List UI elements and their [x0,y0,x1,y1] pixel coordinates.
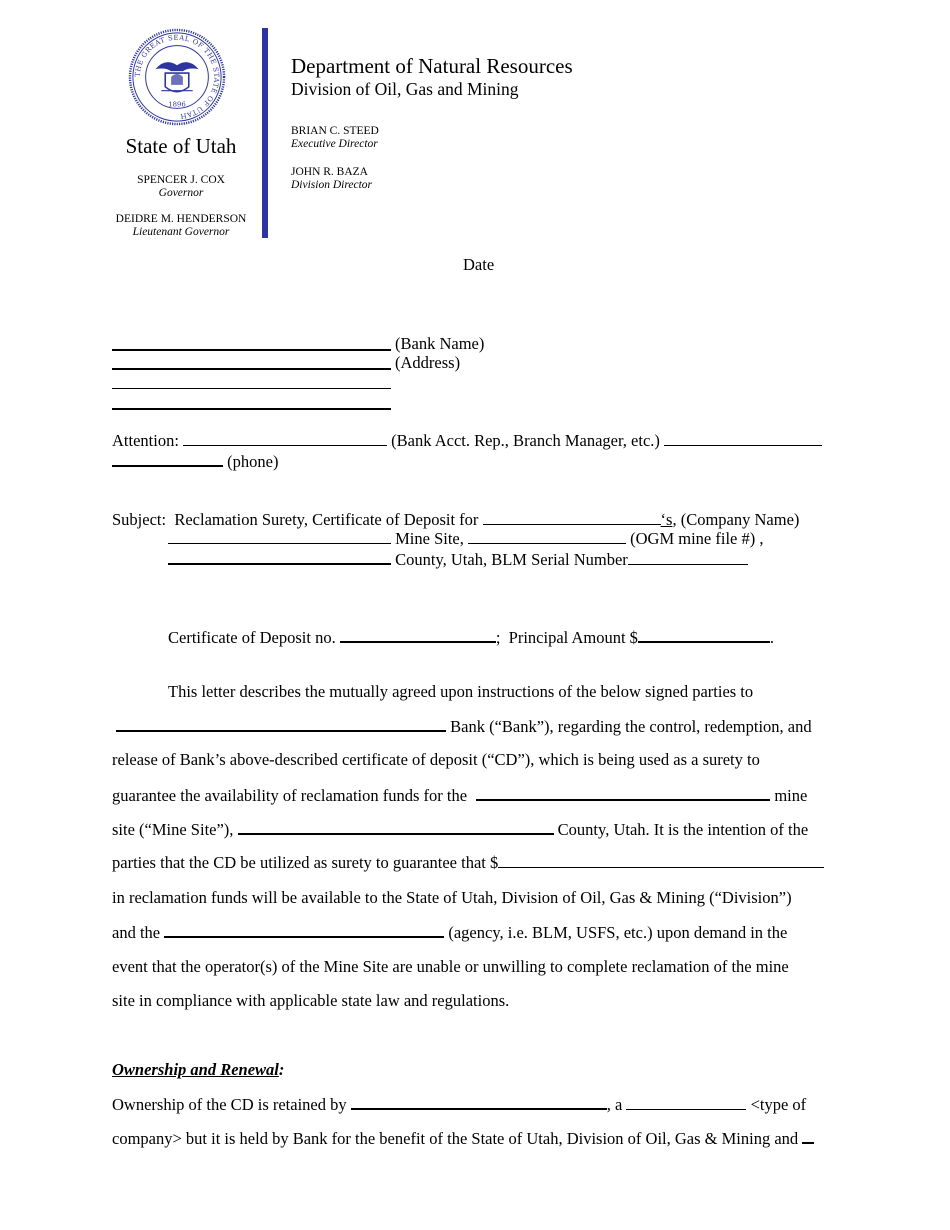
state-seal-logo [128,28,226,126]
governor-title: Governor [158,187,204,199]
county-blm-label: County, Utah, BLM Serial Number [395,550,628,569]
address-line-2[interactable] [112,388,391,389]
agency-trailing-blank[interactable] [802,1128,814,1144]
body-line-2 [112,716,812,737]
phone-label: (phone) [227,452,279,471]
blm-serial-blank[interactable] [628,550,748,565]
address-line-3[interactable] [112,408,391,410]
mine-site-blank[interactable] [476,785,770,801]
ownership-heading-text: Ownership and Renewal [112,1060,279,1079]
ogm-file-blank[interactable] [468,529,626,544]
body-line-6-text: parties that the CD be utilized as surety to guarantee that $ [112,853,499,872]
body-line-5 [112,819,808,840]
ownership-line-2 [112,1128,814,1149]
company-name-label: , (Company Name) [672,510,800,529]
cd-number-blank[interactable] [340,627,496,643]
attention-name-blank[interactable] [183,431,387,446]
division-name: Division of Oil, Gas and Mining [291,79,519,99]
certificate-end: . [769,628,775,647]
owner-name-blank[interactable] [351,1094,607,1110]
cd-number-label: Certificate of Deposit no. [168,628,336,647]
body-line-4-text: guarantee the availability of reclamation funds for the [112,786,468,805]
ogm-file-label: (OGM mine file #) , [630,529,764,548]
principal-amount-blank[interactable] [638,627,770,643]
county-name-blank[interactable] [238,819,554,835]
phone-line [112,451,278,472]
address-line-1[interactable] [112,368,391,370]
body-line-3: release of Bank’s above-described certificate of deposit (“CD”), which is being used as a surety to [112,750,760,769]
body-line-2-text: Bank (“Bank”), regarding the control, redemption, and [450,717,812,736]
lt-governor-title: Lieutenant Governor [132,226,230,238]
body-line-7: in reclamation funds will be available to the State of Utah, Division of Oil, Gas & Mining (“Division”) [112,888,792,907]
cd-separator: ; [495,628,501,647]
subject-line-3 [168,549,748,570]
bank-name-label: (Bank Name) [395,334,485,353]
phone-blank[interactable] [112,451,223,467]
body-line-8-text: and the [112,923,161,942]
governor-name: SPENCER J. COX [137,174,225,186]
div-director-block [291,166,372,192]
ownership-line-1 [112,1094,806,1115]
mine-site-label: Mine Site, [395,529,464,548]
ownership-type-label: <type of [750,1095,807,1114]
ownership-a: , a [606,1095,623,1114]
exec-director-title: Executive Director [291,138,378,150]
agency-blank[interactable] [164,922,444,938]
seal-year: 1896 [168,100,186,109]
attention-line [112,431,822,451]
bank-name-line[interactable] [112,349,391,351]
company-possessive: ‘s [660,510,673,529]
div-director-title: Division Director [291,179,373,191]
body-line-10: site in compliance with applicable state law and regulations. [112,991,510,1010]
ownership-heading [112,1060,284,1080]
mine-name-blank[interactable] [168,529,391,544]
governor-block [96,174,266,200]
body-line-8-end: (agency, i.e. BLM, USFS, etc.) upon demand in the [448,923,788,942]
date-label: Date [463,255,495,274]
certificate-line [168,627,774,648]
body-line-5-text: site (“Mine Site”), [112,820,234,839]
ownership-heading-colon: : [278,1060,285,1079]
body-line-1: This letter describes the mutually agreed upon instructions of the below signed parties to [168,682,754,701]
address-label: (Address) [395,353,461,372]
subject-label: Subject: [112,510,167,529]
bank-name-blank[interactable] [116,716,446,732]
attention-rep-label: (Bank Acct. Rep., Branch Manager, etc.) [391,431,660,450]
company-type-blank[interactable] [626,1095,746,1110]
div-director-name: JOHN R. BAZA [291,166,368,178]
exec-director-block [291,125,379,151]
lt-governor-block [96,213,266,239]
body-line-4-end: mine [774,786,808,805]
subject-line-2 [168,529,763,549]
attention-contact-blank[interactable] [664,431,822,446]
body-line-4 [112,785,807,806]
ownership-line-2-text: company> but it is held by Bank for the benefit of the State of Utah, Division of Oil, Gas & Mining and [112,1129,799,1148]
county-blank[interactable] [168,549,391,565]
attention-label: Attention: [112,431,179,450]
exec-director-name: BRIAN C. STEED [291,125,379,137]
body-line-6 [112,853,824,873]
company-name-blank[interactable] [483,510,661,525]
body-line-5-end: County, Utah. It is the intention of the [557,820,809,839]
department-name: Department of Natural Resources [291,54,573,78]
ownership-line-1-text: Ownership of the CD is retained by [112,1095,347,1114]
body-line-8 [112,922,787,943]
body-line-9: event that the operator(s) of the Mine Site are unable or unwilling to complete reclamation of the mine [112,957,789,976]
guarantee-amount-blank[interactable] [498,853,824,868]
state-name: State of Utah [125,134,237,158]
subject-line-1 [112,510,799,530]
seal-text: THE GREAT SEAL OF THE STATE OF UTAH [133,33,221,121]
letterhead-divider [262,28,268,238]
lt-governor-name: DEIDRE M. HENDERSON [115,213,247,225]
subject-text: Reclamation Surety, Certificate of Deposit for [174,510,479,529]
principal-amount-label: Principal Amount $ [508,628,638,647]
